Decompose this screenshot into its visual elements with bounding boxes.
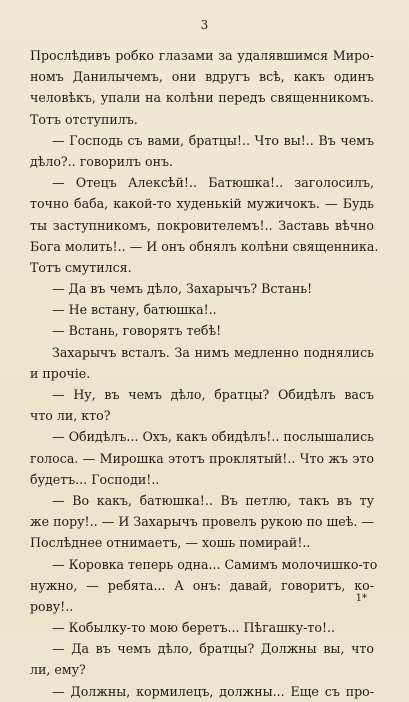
- text-line: — Коровка теперь одна... Самимъ молочишко-то: [52, 556, 378, 572]
- text-line: — Встань, говорятъ тебѣ!: [52, 323, 222, 339]
- text-line: — Во какъ, батюшка!.. Въ петлю, такъ въ ту: [52, 492, 374, 508]
- text-line: будетъ... Господи!..: [30, 471, 160, 487]
- text-line: номъ Данилычемъ, они вдругъ всѣ, какъ одинъ: [30, 69, 374, 85]
- text-line: — Должны, кормилецъ, должны... Еще съ про-: [52, 683, 374, 699]
- body-text: [30, 45, 379, 702]
- text-line: ты заступникомъ, покровителемъ!.. Заставь вѣчно: [30, 217, 374, 233]
- text-line: — Ну, въ чемъ дѣло, братцы? Обидѣлъ васъ: [52, 387, 374, 402]
- text-line: рову!..: [30, 598, 74, 614]
- page-number: 3: [200, 18, 209, 32]
- text-line: и прочіе.: [30, 365, 91, 381]
- text-line: Бога молить!.. — И онъ обнялъ колѣни священника.: [30, 238, 379, 254]
- text-line: человѣкъ, упали на колѣни передъ священникомъ.: [30, 90, 374, 106]
- text-line: голоса. — Мирошка этотъ проклятый!.. Что жъ это: [30, 450, 374, 466]
- text-line: — Обидѣлъ... Охъ, какъ обидѣлъ!.. послышались: [52, 429, 374, 445]
- text-line: Захарычъ всталъ. За нимъ медленно поднялись: [52, 344, 374, 360]
- text-line: — Да въ чемъ дѣло, братцы? Должны вы, что: [52, 641, 374, 657]
- text-line: точно баба, какой-то худенькій мужичокъ. — Будь: [30, 196, 374, 212]
- text-line: Тотъ смутился.: [30, 259, 132, 275]
- text-line: — Да въ чемъ дѣло, Захарычъ? Встань!: [52, 281, 313, 297]
- text-line: — Отецъ Алексѣй!.. Батюшка!.. заголосилъ,: [52, 175, 374, 191]
- text-line: — Кобылку-то мою беретъ... Пѣгашку-то!..: [52, 620, 336, 636]
- text-line: Послѣднее отнимаетъ, — хошь помирай!..: [30, 535, 311, 551]
- text-line: ли, ему?: [30, 662, 86, 678]
- text-line: дѣло?.. говорилъ онъ.: [30, 153, 174, 169]
- text-line: — Господь съ вами, братцы!.. Что вы!.. Въ чемъ: [52, 132, 374, 148]
- text-line: что ли, кто?: [30, 408, 111, 424]
- signature-mark: 1*: [355, 593, 367, 604]
- text-line: нужно, — ребята... А онъ: давай, говоритъ, ко-: [30, 577, 374, 593]
- text-line: же пору!.. — И Захарычъ провелъ рукою по шеѣ. —: [30, 514, 374, 530]
- text-line: Тотъ отступилъ.: [30, 111, 138, 127]
- text-line: Прослѣдивъ робко глазами за удалявшимся Миро-: [30, 48, 374, 63]
- text-line: — Не встану, батюшка!..: [52, 302, 217, 318]
